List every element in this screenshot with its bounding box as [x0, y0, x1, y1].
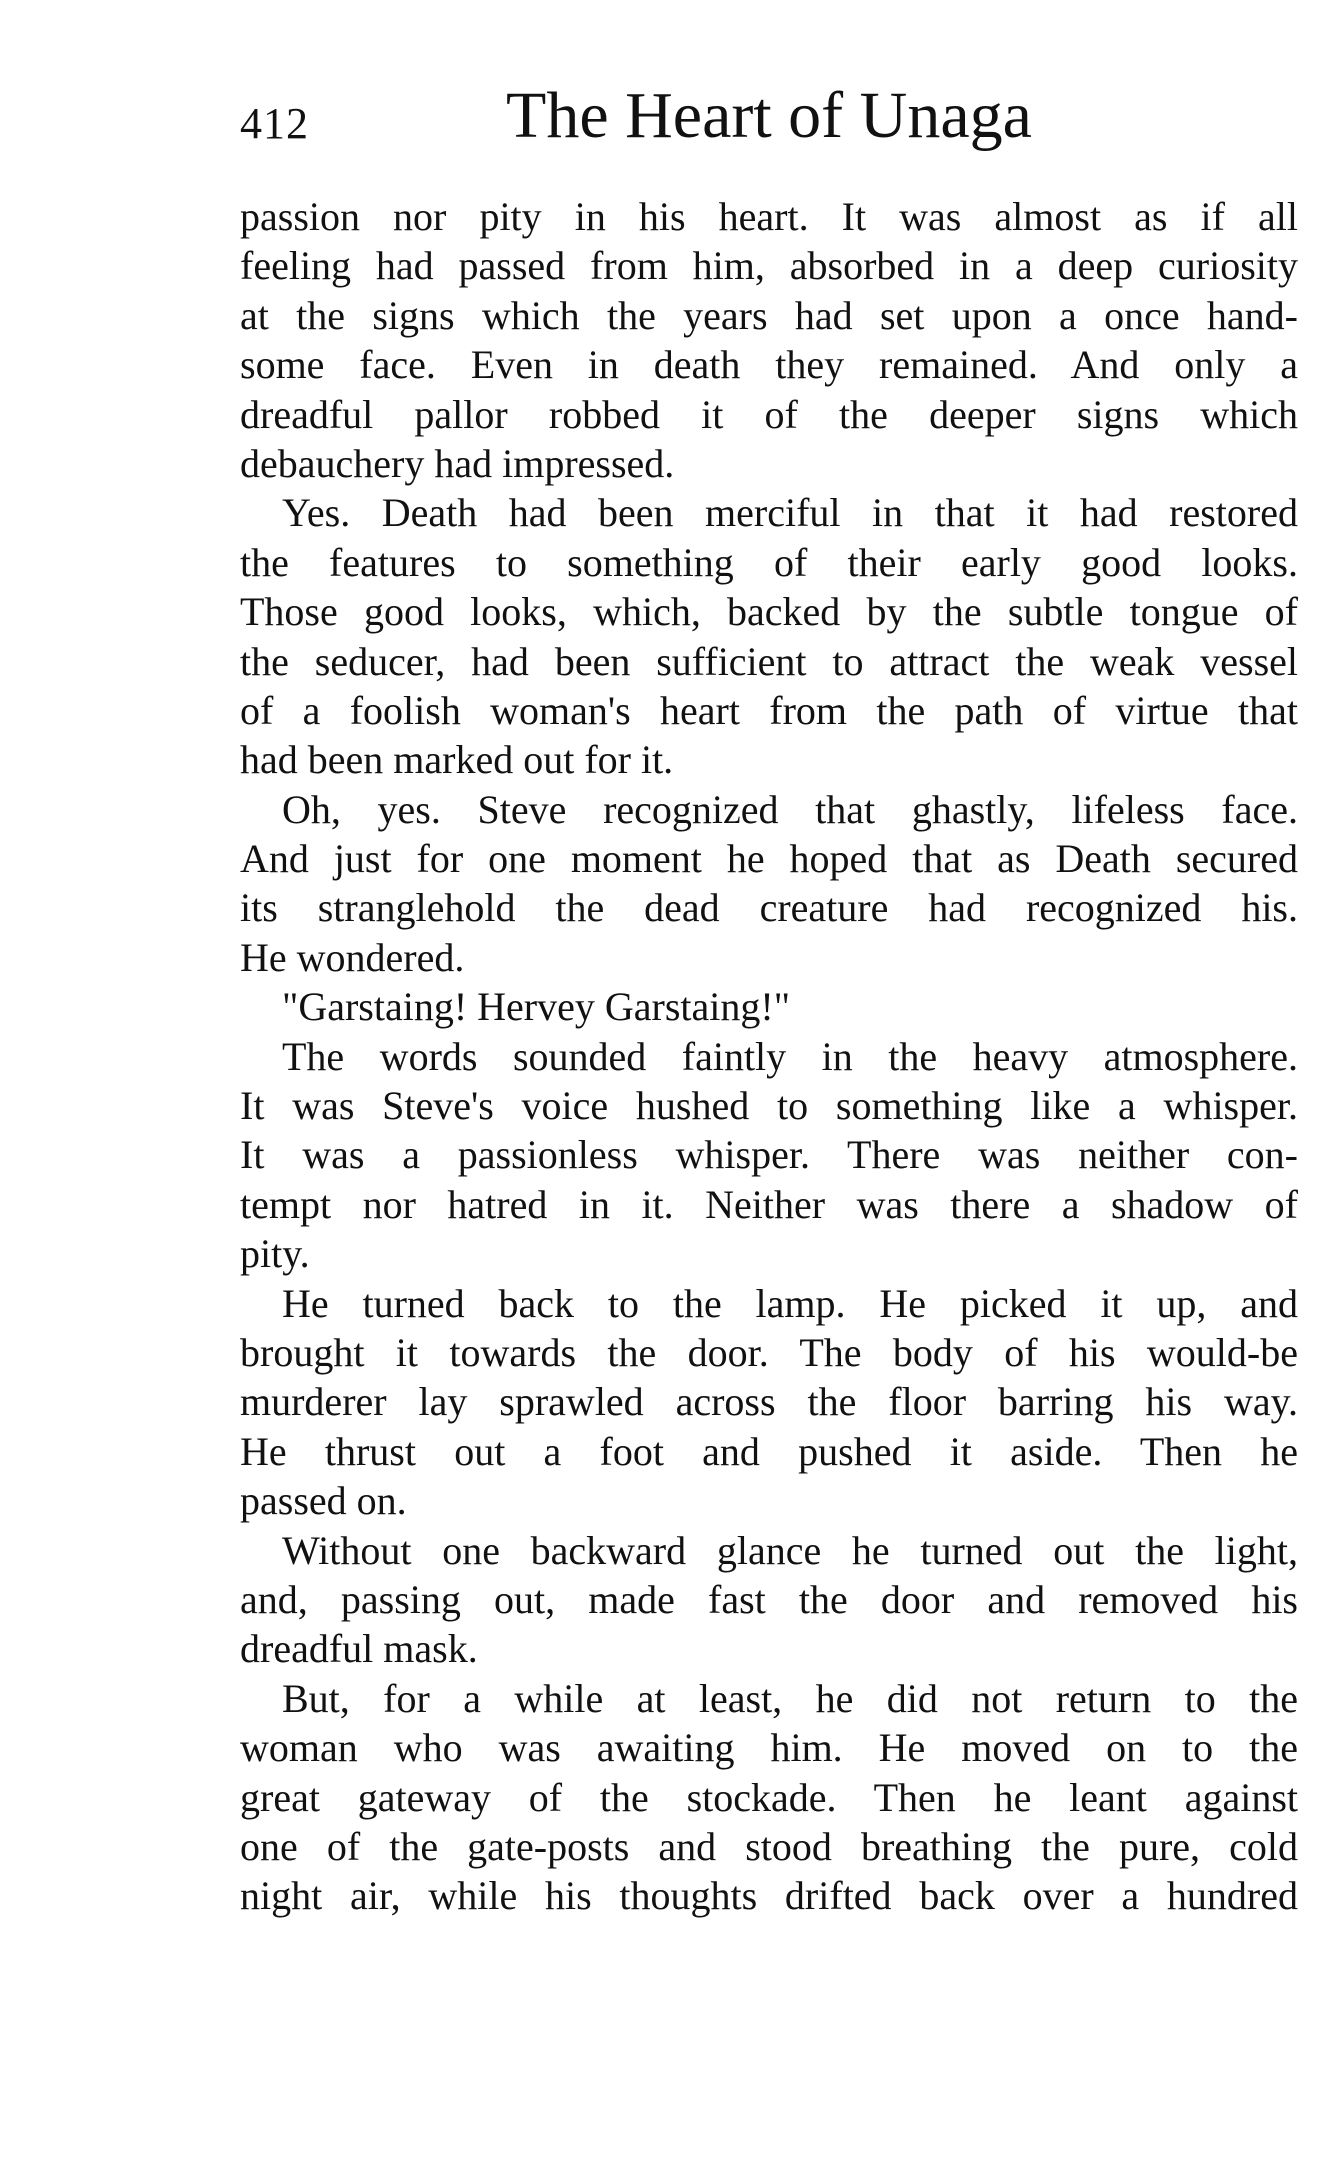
text-line: the features to something of their early good looks.	[240, 539, 1298, 585]
text-line: great gateway of the stockade. Then he leant against	[240, 1774, 1298, 1820]
text-line: pity.	[240, 1231, 310, 1277]
text-line: murderer lay sprawled across the floor barring his way.	[240, 1379, 1298, 1425]
text-line: night air, while his thoughts drifted back over a hundred	[240, 1873, 1298, 1919]
text-line: passed on.	[240, 1478, 407, 1524]
text-line: It was a passionless whisper. There was neither con-	[240, 1132, 1298, 1178]
body-text	[240, 192, 1298, 1921]
text-line: of a foolish woman's heart from the path of virtue that	[240, 687, 1298, 733]
text-line: Oh, yes. Steve recognized that ghastly, lifeless face.	[282, 786, 1298, 832]
text-line: passion nor pity in his heart. It was almost as if all	[240, 194, 1298, 239]
text-line: Those good looks, which, backed by the subtle tongue of	[240, 589, 1298, 635]
text-line: And just for one moment he hoped that as Death secured	[240, 836, 1298, 882]
text-line: He wondered.	[240, 934, 465, 980]
page-header	[240, 78, 1300, 158]
text-line: the seducer, had been sufficient to attract the weak vessel	[240, 638, 1298, 684]
text-line: dreadful mask.	[240, 1626, 478, 1672]
text-line: "Garstaing! Hervey Garstaing!"	[282, 984, 791, 1030]
text-line: But, for a while at least, he did not return to the	[282, 1675, 1298, 1721]
page-number: 412	[240, 99, 309, 148]
text-line: Without one backward glance he turned out the light,	[282, 1527, 1298, 1573]
text-line: feeling had passed from him, absorbed in a deep curiosity	[240, 243, 1298, 289]
text-line: He thrust out a foot and pushed it aside. Then he	[240, 1428, 1298, 1474]
text-line: brought it towards the door. The body of his would-be	[240, 1329, 1298, 1375]
text-line: some face. Even in death they remained. And only a	[240, 342, 1298, 388]
text-line: Yes. Death had been merciful in that it had restored	[282, 490, 1298, 536]
text-line: He turned back to the lamp. He picked it up, and	[282, 1280, 1298, 1326]
text-line: It was Steve's voice hushed to something like a whisper.	[240, 1083, 1298, 1129]
text-line: woman who was awaiting him. He moved on to the	[240, 1725, 1298, 1771]
text-line: had been marked out for it.	[240, 737, 674, 783]
text-line: its stranglehold the dead creature had recognized his.	[240, 885, 1298, 931]
text-line: and, passing out, made fast the door and removed his	[240, 1576, 1298, 1622]
text-line: debauchery had impressed.	[240, 440, 675, 486]
text-line: one of the gate-posts and stood breathing the pure, cold	[240, 1823, 1298, 1869]
text-line: The words sounded faintly in the heavy atmosphere.	[282, 1033, 1298, 1079]
running-title: The Heart of Unaga	[506, 79, 1032, 152]
text-line: tempt nor hatred in it. Neither was there a shadow of	[240, 1181, 1298, 1227]
text-line: at the signs which the years had set upon a once hand-	[240, 292, 1298, 338]
text-line: dreadful pallor robbed it of the deeper signs which	[240, 391, 1298, 437]
